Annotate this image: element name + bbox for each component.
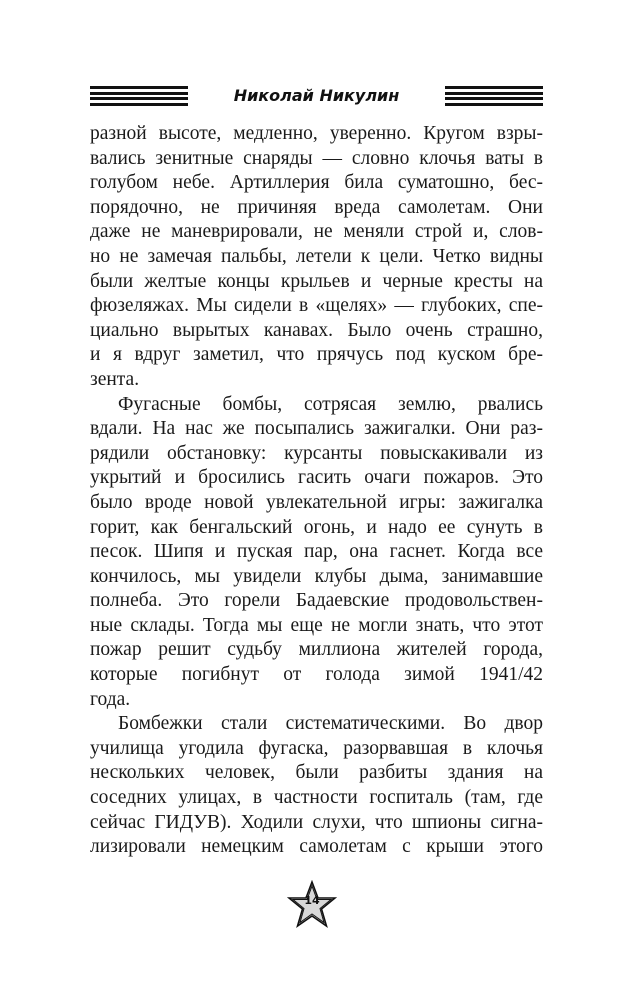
text-line: песок. Шипя и пуская пар, она гаснет. Когда все [90,541,543,563]
text-line: кончилось, мы увидели клубы дыма, занимавшие [90,565,543,587]
text-line: разной высоте, медленно, уверенно. Кругом взры- [90,123,543,144]
text-line: были желтые концы крыльев и черные кресты на [90,270,543,292]
text-line: вдали. На нас же посыпались зажигалки. Они раз- [90,418,543,440]
text-line: полнеба. Это горели Бадаевские продовольствен- [90,590,543,612]
text-line: голубом небе. Артиллерия била суматошно, бес- [90,172,543,194]
page-number: 14 [304,894,320,907]
text-line: лизировали немецким самолетам с крыши этого [90,836,543,858]
text-line: которые погибнут от голода зимой 1941/42 [90,664,543,686]
page-number-star [287,880,337,930]
text-line: даже не маневрировали, не меняли строй и, слов- [90,221,543,243]
text-line: нескольких человек, были разбиты здания на [90,762,543,784]
body-text [90,122,543,860]
text-line: училища угодила фугаска, разорвавшая в клочья [90,737,543,759]
text-line: циально вырытых канавах. Было очень страшно, [90,319,543,341]
text-line: горит, как бенгальский огонь, и надо ее сунуть в [90,516,543,538]
header-decorative-bars-right [445,86,543,106]
text-line: укрытий и бросились гасить очаги пожаров. Это [90,467,543,489]
header-decorative-bars-left [90,86,188,106]
text-line: зента. [90,368,140,390]
text-line: и я вдруг заметил, что прячусь под куском бре- [90,344,543,366]
text-line: года. [90,688,131,710]
text-line: но не замечая пальбы, летели к цели. Четко видны [90,245,543,267]
text-line: Фугасные бомбы, сотрясая землю, рвались [118,393,543,415]
text-line: порядочно, не причиняя вреда самолетам. Они [90,196,543,218]
text-line: сейчас ГИДУВ). Ходили слухи, что шпионы сигна- [90,811,543,833]
text-line: было вроде новой увлекательной игры: зажигалка [90,491,543,513]
running-header [90,82,543,110]
text-line: ные склады. Тогда мы еще не могли знать, что этот [90,614,543,636]
text-line: рядили обстановку: курсанты повыскакивали из [90,442,543,464]
text-line: пожар решит судьбу миллиона жителей города, [90,639,543,661]
text-line: Бомбежки стали систематическими. Во двор [118,713,543,735]
text-line: вались зенитные снаряды — словно клочья ваты в [90,147,543,169]
text-line: фюзеляжах. Мы сидели в «щелях» — глубоких, спе- [90,295,543,317]
text-line: соседних улицах, в частности госпиталь (там, где [90,787,543,809]
header-author-name: Николай Никулин [233,86,400,105]
